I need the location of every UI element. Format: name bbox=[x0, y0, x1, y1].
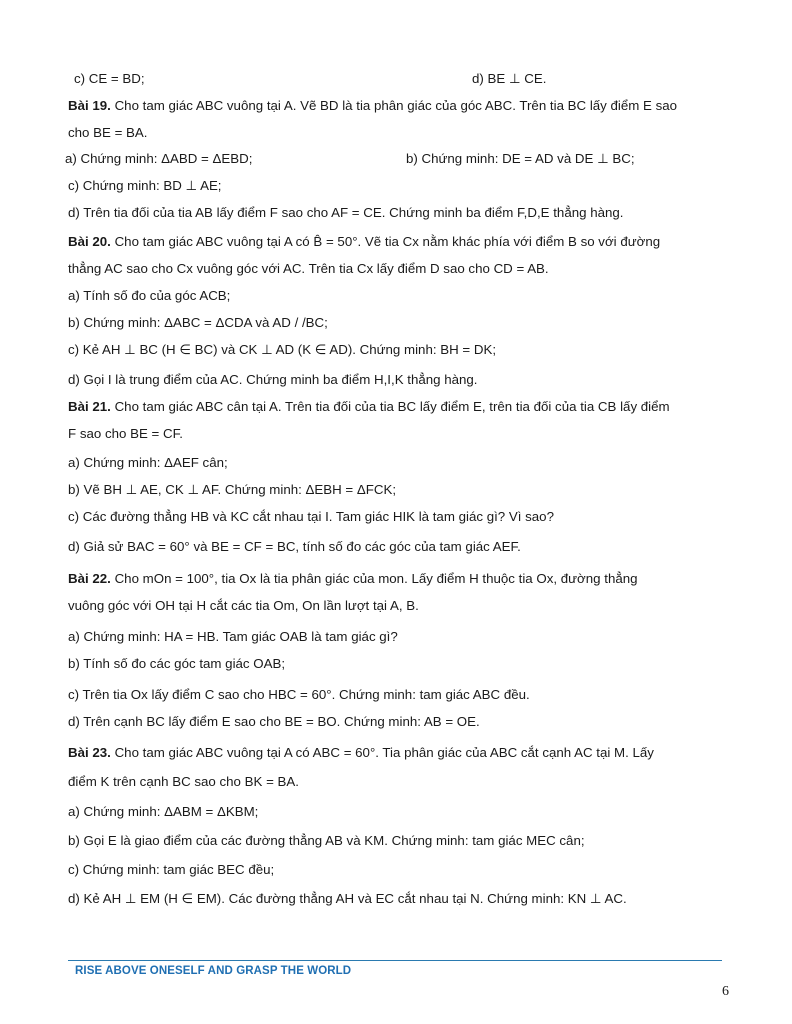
exercise-heading bbox=[68, 570, 732, 588]
exercise-text: Cho tam giác ABC vuông tại A. Vẽ BD là tia phân giác của góc ABC. Trên tia BC lấy điểm E sao bbox=[110, 98, 678, 113]
text-line: c) Các đường thẳng HB và KC cắt nhau tại I. Tam giác HIK là tam giác gì? Vì sao? bbox=[68, 509, 554, 524]
text-line: cho BE = BA. bbox=[68, 125, 148, 140]
exercise-label: Bài 23. bbox=[68, 745, 111, 760]
text-line: thẳng AC sao cho Cx vuông góc với AC. Trên tia Cx lấy điểm D sao cho CD = AB. bbox=[68, 261, 549, 276]
text-line: b) Vẽ BH ⊥ AE, CK ⊥ AF. Chứng minh: ΔEBH = ΔFCK; bbox=[68, 482, 397, 497]
exercise-heading bbox=[68, 233, 732, 251]
text-line: d) Gọi I là trung điểm của AC. Chứng minh ba điểm H,I,K thẳng hàng. bbox=[68, 372, 478, 387]
exercise-heading bbox=[68, 398, 732, 416]
exercise-text: Cho tam giác ABC vuông tại A có ABC = 60°. Tia phân giác của ABC cắt cạnh AC tại M. Lấy bbox=[110, 745, 654, 760]
exercise-heading bbox=[68, 744, 732, 762]
text-line: d) Giả sử BAC = 60° và BE = CF = BC, tính số đo các góc của tam giác AEF. bbox=[68, 539, 521, 554]
text-line: b) Gọi E là giao điểm của các đường thẳng AB và KM. Chứng minh: tam giác MEC cân; bbox=[68, 833, 585, 848]
exercise-heading bbox=[68, 97, 732, 115]
text-line: a) Chứng minh: HA = HB. Tam giác OAB là tam giác gì? bbox=[68, 629, 398, 644]
item-c: c) CE = BD; bbox=[74, 71, 145, 86]
exercise-label: Bài 22. bbox=[68, 571, 111, 586]
text-line: c) Chứng minh: BD ⊥ AE; bbox=[68, 178, 222, 193]
page-number: 6 bbox=[722, 984, 729, 999]
text-line bbox=[68, 70, 732, 88]
text-line: d) Trên tia đối của tia AB lấy điểm F sao cho AF = CE. Chứng minh ba điểm F,D,E thẳng hàng. bbox=[68, 205, 624, 220]
exercise-text: Cho tam giác ABC vuông tại A có B̂ = 50°. Vẽ tia Cx nằm khác phía với điểm B so với đường bbox=[110, 234, 661, 249]
text-line: a) Chứng minh: ΔABM = ΔKBM; bbox=[68, 804, 259, 819]
item-a: a) Chứng minh: ΔABD = ΔEBD; bbox=[65, 151, 253, 166]
text-line: c) Trên tia Ox lấy điểm C sao cho HBC = 60°. Chứng minh: tam giác ABC đều. bbox=[68, 687, 530, 702]
text-line: b) Chứng minh: ΔABC = ΔCDA và AD / /BC; bbox=[68, 315, 328, 330]
exercise-label: Bài 21. bbox=[68, 399, 111, 414]
text-line: d) Trên cạnh BC lấy điểm E sao cho BE = BO. Chứng minh: AB = OE. bbox=[68, 714, 480, 729]
exercise-text: Cho mOn = 100°, tia Ox là tia phân giác của mon. Lấy điểm H thuộc tia Ox, đường thẳng bbox=[110, 571, 638, 586]
exercise-text: Cho tam giác ABC cân tại A. Trên tia đối của tia BC lấy điểm E, trên tia đối của tia CB lấy điểm bbox=[110, 399, 670, 414]
text-line bbox=[65, 150, 732, 168]
footer-divider bbox=[68, 960, 722, 961]
text-line: vuông góc với OH tại H cắt các tia Om, On lần lượt tại A, B. bbox=[68, 598, 419, 613]
text-line: d) Kẻ AH ⊥ EM (H ∈ EM). Các đường thẳng AH và EC cắt nhau tại N. Chứng minh: KN ⊥ AC. bbox=[68, 891, 627, 906]
text-line: c) Chứng minh: tam giác BEC đều; bbox=[68, 862, 275, 877]
text-line: b) Tính số đo các góc tam giác OAB; bbox=[68, 656, 286, 671]
text-line: c) Kẻ AH ⊥ BC (H ∈ BC) và CK ⊥ AD (K ∈ AD). Chứng minh: BH = DK; bbox=[68, 342, 497, 357]
text-line: F sao cho BE = CF. bbox=[68, 426, 183, 441]
exercise-label: Bài 20. bbox=[68, 234, 111, 249]
text-line: a) Chứng minh: ΔAEF cân; bbox=[68, 455, 228, 470]
text-line: a) Tính số đo của góc ACB; bbox=[68, 288, 231, 303]
item-b: b) Chứng minh: DE = AD và DE ⊥ BC; bbox=[406, 151, 635, 166]
exercise-label: Bài 19. bbox=[68, 98, 111, 113]
text-line: điểm K trên cạnh BC sao cho BK = BA. bbox=[68, 774, 299, 789]
item-d: d) BE ⊥ CE. bbox=[472, 71, 547, 86]
footer-slogan: RISE ABOVE ONESELF AND GRASP THE WORLD bbox=[75, 965, 352, 977]
